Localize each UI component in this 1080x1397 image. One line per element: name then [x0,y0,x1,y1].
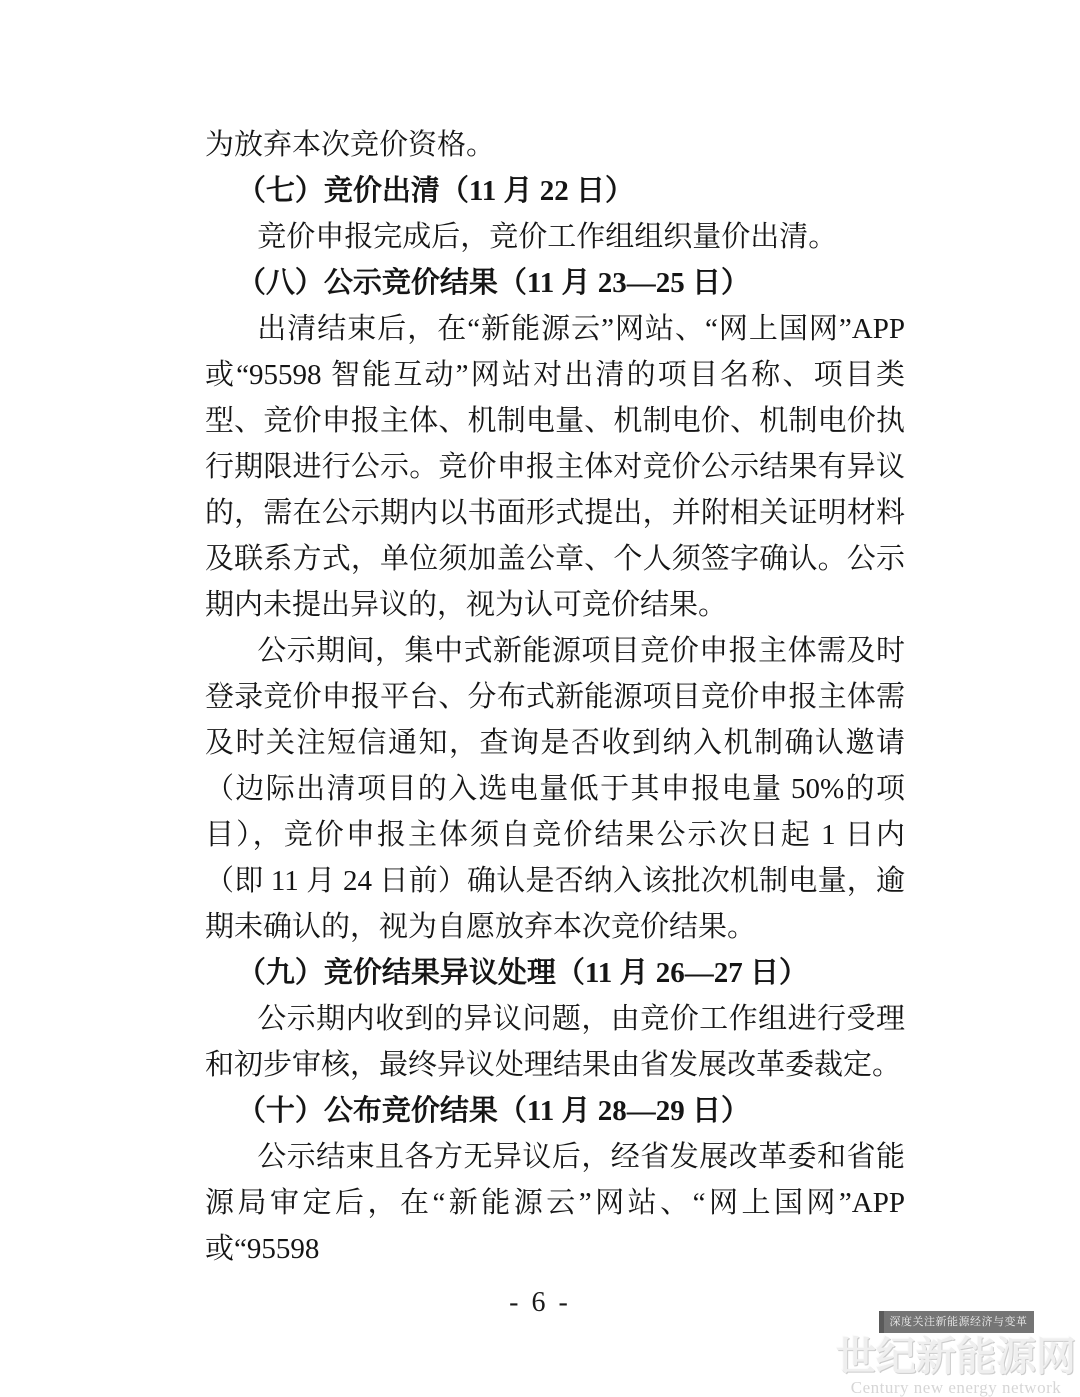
watermark-subtitle: Century new energy network [850,1378,1062,1397]
paragraph: 公示期内收到的异议问题，由竞价工作组进行受理和初步审核，最终异议处理结果由省发展改革委裁定。 [205,1003,905,1081]
paragraph: 公示期间，集中式新能源项目竞价申报主体需及时登录竞价申报平台、分布式新能源项目竞价申报主体需及时关注短信通知，查询是否收到纳入机制确认邀请（边际出清项目的入选电量低于其申报电量 50%的项目），竞价申报主体须自竞价结果公示次日起 1 日内（即 11 月 24 日前）确认是否纳入该批次机制电量，逾期未确认的，视为自愿放弃本次竞价结果。 [205,635,905,943]
section-heading-8: （八）公示竞价结果（11 月 23—25 日） [236,267,751,299]
section-heading-9: （九）竞价结果异议处理（11 月 26—27 日） [236,957,809,989]
paragraph-continuation: 为放弃本次竞价资格。 [205,129,496,161]
page-number: - 6 - [509,1287,571,1318]
document-body [205,122,905,1272]
watermark-tagline: 深度关注新能源经济与变革 [879,1311,1034,1333]
paragraph: 竞价申报完成后，竞价工作组组织量价出清。 [257,221,838,253]
watermark-title: 世纪新能源网 [836,1334,1076,1379]
paragraph: 出清结束后，在“新能源云”网站、“网上国网”APP 或“95598 智能互动”网站对出清的项目名称、项目类型、竞价申报主体、机制电量、机制电价、机制电价执行期限进行公示。竞价申报主体对竞价公示结果有异议的，需在公示期内以书面形式提出，并附相关证明材料及联系方式，单位须加盖公章、个人须签字确认。公示期内未提出异议的，视为认可竞价结果。 [205,313,905,621]
paragraph: 公示结束且各方无异议后，经省发展改革委和省能源局审定后，在“新能源云”网站、“网上国网”APP 或“95598 [205,1141,905,1265]
site-watermark [836,1311,1076,1397]
section-heading-10: （十）公布竞价结果（11 月 28—29 日） [236,1095,751,1127]
section-heading-7: （七）竞价出清（11 月 22 日） [236,175,635,207]
